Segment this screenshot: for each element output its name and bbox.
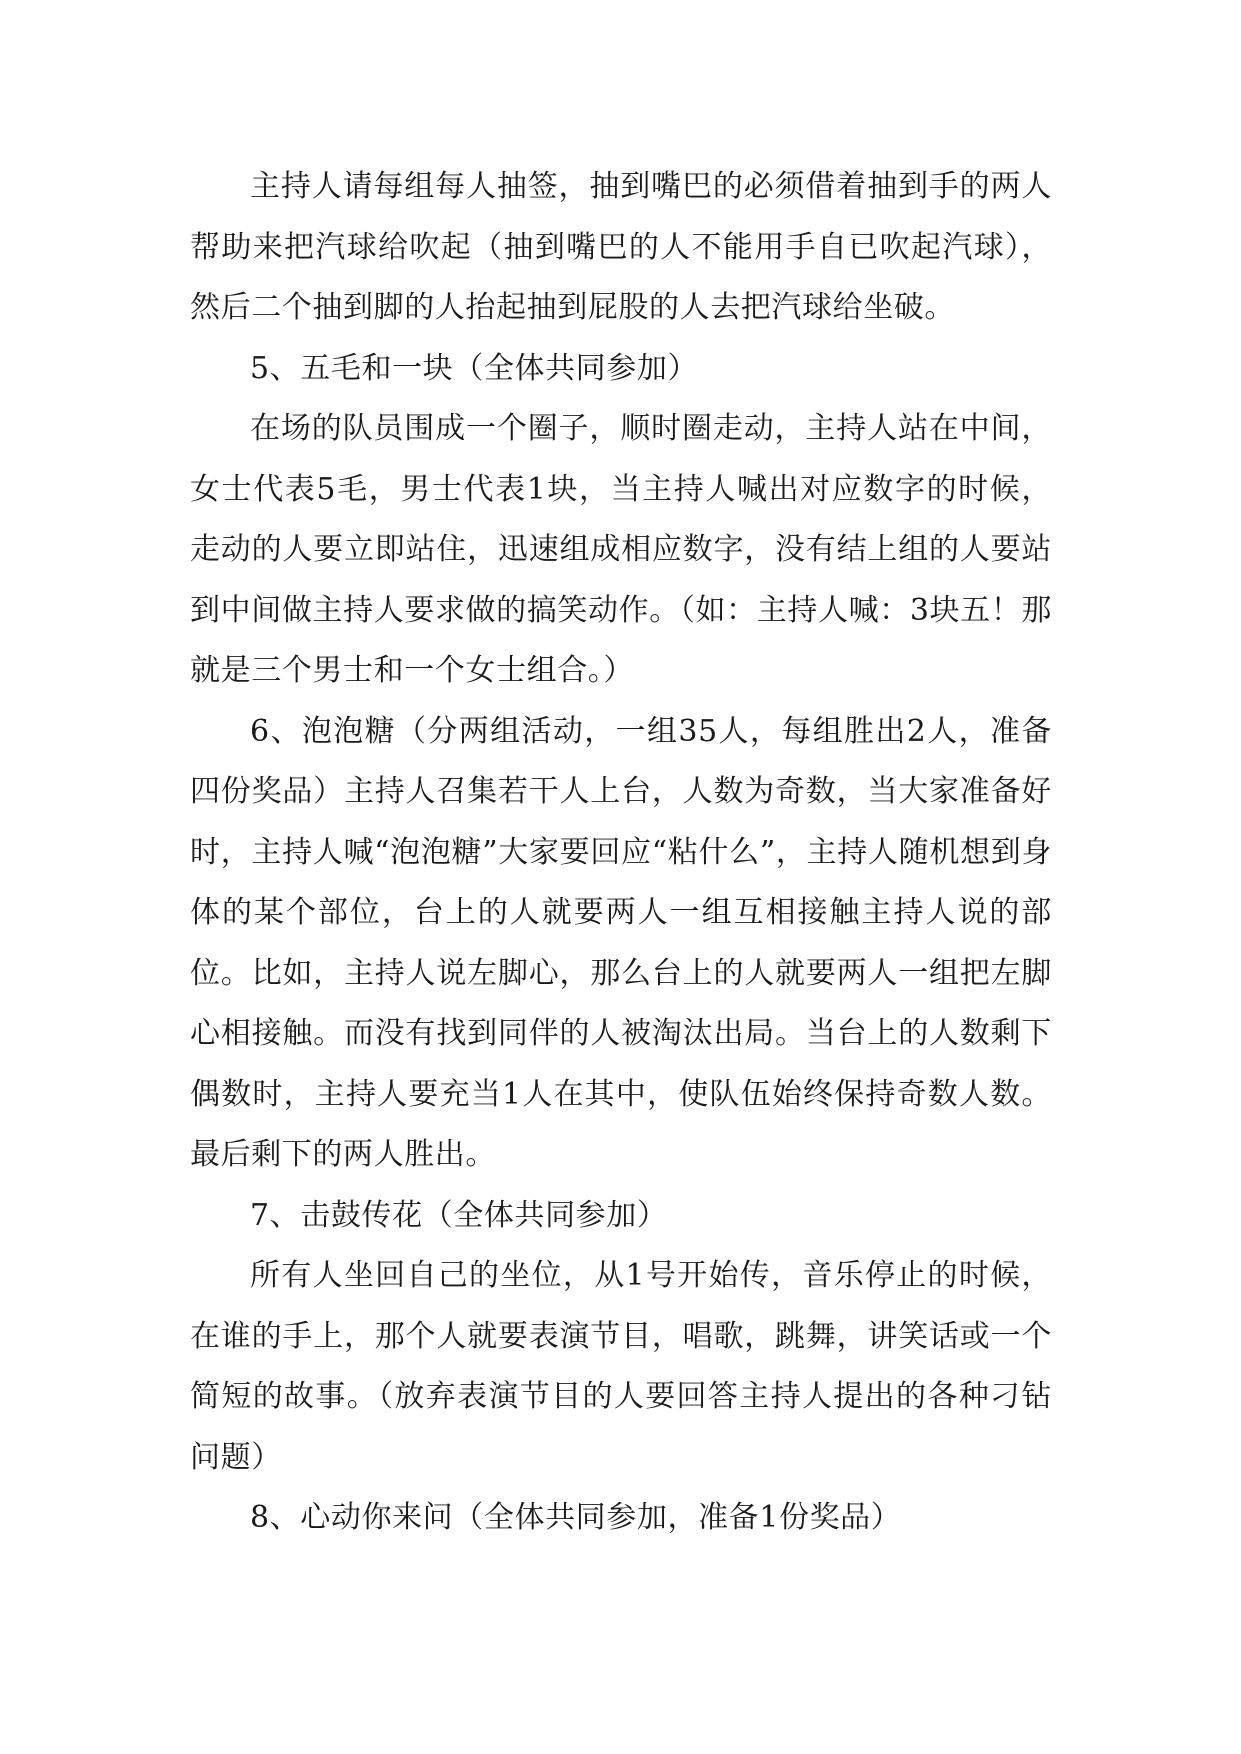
paragraph-game-5-rules: 在场的队员围成一个圈子，顺时圈走动，主持人站在中间，女士代表5毛，男士代表1块，当主持人喊出对应数字的时候，走动的人要立即站住，迅速组成相应数字，没有结上组的人要站到中间做主持人要求做的搞笑动作。（如：主持人喊：3块五！那就是三个男士和一个女士组合。） <box>190 411 1052 688</box>
heading-game-7: 7、击鼓传花（全体共同参加） <box>250 1197 668 1233</box>
paragraph-game-6: 6、泡泡糖（分两组活动，一组35人，每组胜出2人，准备四份奖品）主持人召集若干人上台，人数为奇数，当大家准备好时，主持人喊“泡泡糖”大家要回应“粘什么”，主持人随机想到身体的某个部位，台上的人就要两人一组互相接触主持人说的部位。比如，主持人说左脚心，那么台上的人就要两人一组把左脚心相接触。而没有找到同伴的人被淘汰出局。当台上的人数剩下偶数时，主持人要充当1人在其中，使队伍始终保持奇数人数。最后剩下的两人胜出。 <box>190 713 1052 1172</box>
document-page <box>190 157 1052 1549</box>
paragraph-game-7-rules: 所有人坐回自己的坐位，从1号开始传，音乐停止的时候，在谁的手上，那个人就要表演节目，唱歌，跳舞，讲笑话或一个简短的故事。（放弃表演节目的人要回答主持人提出的各种刁钻问题） <box>190 1258 1052 1475</box>
paragraph-balloon-rules: 主持人请每组每人抽签，抽到嘴巴的必须借着抽到手的两人帮助来把汽球给吹起（抽到嘴巴的人不能用手自已吹起汽球），然后二个抽到脚的人抬起抽到屁股的人去把汽球给坐破。 <box>190 169 1052 325</box>
heading-game-5: 5、五毛和一块（全体共同参加） <box>250 350 699 386</box>
heading-game-8: 8、心动你来问（全体共同参加，准备1份奖品） <box>250 1500 902 1535</box>
